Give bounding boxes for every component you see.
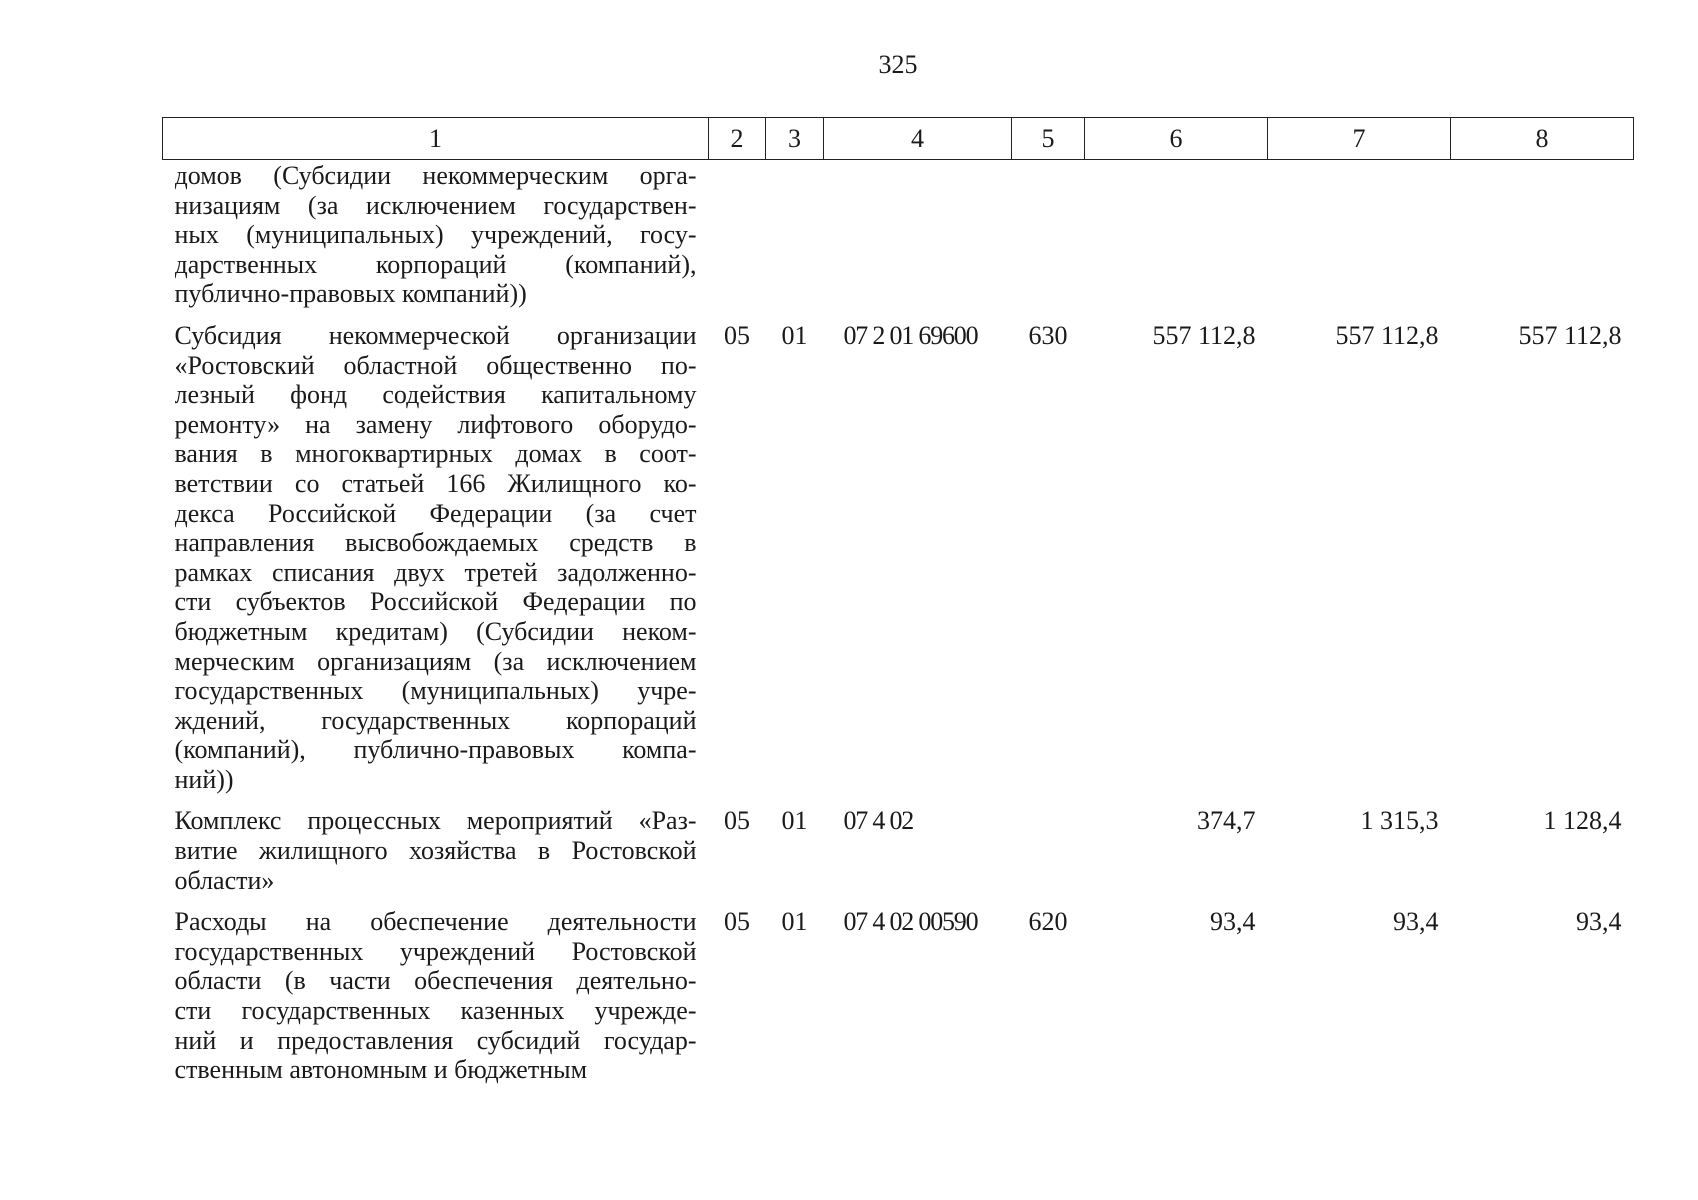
amount-col-7: 93,4 bbox=[1393, 907, 1439, 937]
description-line: государственных (муниципальных) учре- bbox=[174, 676, 697, 706]
description-line: ний и предоставления субсидий государ- bbox=[174, 1025, 697, 1055]
section-code: 05 bbox=[724, 907, 750, 937]
amount-col-8: 1 128,4 bbox=[1543, 806, 1622, 836]
description-line: витие жилищного хозяйства в Ростовской bbox=[174, 836, 697, 866]
header-col-1: 1 bbox=[163, 118, 709, 160]
description-line: сти государственных казенных учрежде- bbox=[174, 996, 697, 1026]
expense-type-code bbox=[1012, 806, 1085, 907]
description-line: низациям (за исключением государствен- bbox=[174, 190, 697, 220]
amount-col-7: 1 315,3 bbox=[1360, 806, 1439, 836]
row-description bbox=[163, 160, 709, 321]
description-line: ремонту» на замену лифтового оборудо- bbox=[174, 409, 697, 439]
description-line: мерческим организациям (за исключением bbox=[174, 646, 697, 676]
amount-col-8: 557 112,8 bbox=[1518, 320, 1622, 350]
section-code: 05 bbox=[724, 320, 750, 350]
expense-type-code bbox=[1012, 160, 1085, 321]
description-line: ветствии со статьей 166 Жилищного ко- bbox=[174, 468, 697, 498]
expense-type-code: 620 bbox=[1028, 907, 1068, 937]
amount-col-6: 557 112,8 bbox=[1152, 320, 1256, 350]
section-code bbox=[709, 160, 766, 321]
target-article-code: 07 4 02 bbox=[843, 806, 914, 836]
page-number: 325 bbox=[878, 50, 918, 79]
description-line: ний)) bbox=[174, 764, 234, 794]
header-col-6: 6 bbox=[1085, 118, 1268, 160]
budget-table bbox=[162, 117, 1634, 1097]
description-line: государственных учреждений Ростовской bbox=[174, 936, 697, 966]
description-line: Субсидия некоммерческой организации bbox=[174, 320, 697, 350]
description-line: ственным автономным и бюджетным bbox=[174, 1055, 588, 1085]
description-line: дарственных корпораций (компаний), bbox=[174, 249, 697, 279]
amount-col-6: 93,4 bbox=[1210, 907, 1256, 937]
section-code: 05 bbox=[724, 806, 750, 836]
row-description bbox=[163, 321, 709, 807]
header-col-4: 4 bbox=[824, 118, 1012, 160]
description-line: области» bbox=[174, 865, 275, 895]
description-line: ждений, государственных корпораций bbox=[174, 705, 697, 735]
header-col-5: 5 bbox=[1012, 118, 1085, 160]
subsection-code bbox=[766, 160, 824, 321]
subsection-code: 01 bbox=[781, 320, 808, 350]
description-line: бюджетным кредитам) (Субсидии неком- bbox=[174, 616, 697, 646]
target-article-code bbox=[824, 160, 1012, 321]
amount-col-7 bbox=[1268, 160, 1451, 321]
amount-col-7: 557 112,8 bbox=[1335, 320, 1439, 350]
description-line: лезный фонд содействия капитальному bbox=[174, 380, 697, 410]
description-line: рамках списания двух третей задолженно- bbox=[174, 557, 697, 587]
row-description bbox=[163, 907, 709, 1097]
subsection-code: 01 bbox=[781, 806, 808, 836]
description-line: публично-правовых компаний)) bbox=[174, 279, 527, 309]
description-line: Комплекс процессных мероприятий «Раз- bbox=[174, 806, 697, 836]
amount-col-6: 374,7 bbox=[1197, 806, 1256, 836]
header-col-7: 7 bbox=[1268, 118, 1451, 160]
target-article-code: 07 4 02 00590 bbox=[843, 907, 978, 937]
table-row bbox=[163, 806, 1634, 907]
header-col-3: 3 bbox=[766, 118, 824, 160]
description-line: вания в многоквартирных домах в соот- bbox=[174, 439, 697, 469]
amount-col-8 bbox=[1451, 160, 1634, 321]
table-header bbox=[163, 118, 1634, 160]
description-line: декса Российской Федерации (за счет bbox=[174, 498, 697, 528]
table-row bbox=[163, 907, 1634, 1097]
table-row bbox=[163, 321, 1634, 807]
description-line: направления высвобождаемых средств в bbox=[174, 528, 697, 558]
description-line: (компаний), публично-правовых компа- bbox=[174, 735, 697, 765]
expense-type-code: 630 bbox=[1028, 320, 1068, 350]
target-article-code: 07 2 01 69600 bbox=[843, 320, 978, 350]
amount-col-6 bbox=[1085, 160, 1268, 321]
header-col-2: 2 bbox=[709, 118, 766, 160]
table-body bbox=[163, 160, 1634, 1097]
subsection-code: 01 bbox=[781, 907, 808, 937]
description-line: области (в части обеспечения деятельно- bbox=[174, 966, 697, 996]
description-line: сти субъектов Российской Федерации по bbox=[174, 587, 697, 617]
description-line: «Ростовский областной общественно по- bbox=[174, 350, 697, 380]
table-row bbox=[163, 160, 1634, 321]
description-line: домов (Субсидии некоммерческим орга- bbox=[174, 161, 697, 190]
description-line: Расходы на обеспечение деятельности bbox=[174, 907, 697, 937]
amount-col-8: 93,4 bbox=[1576, 907, 1622, 937]
row-description bbox=[163, 806, 709, 907]
header-col-8: 8 bbox=[1451, 118, 1634, 160]
description-line: ных (муниципальных) учреждений, госу- bbox=[174, 220, 697, 250]
